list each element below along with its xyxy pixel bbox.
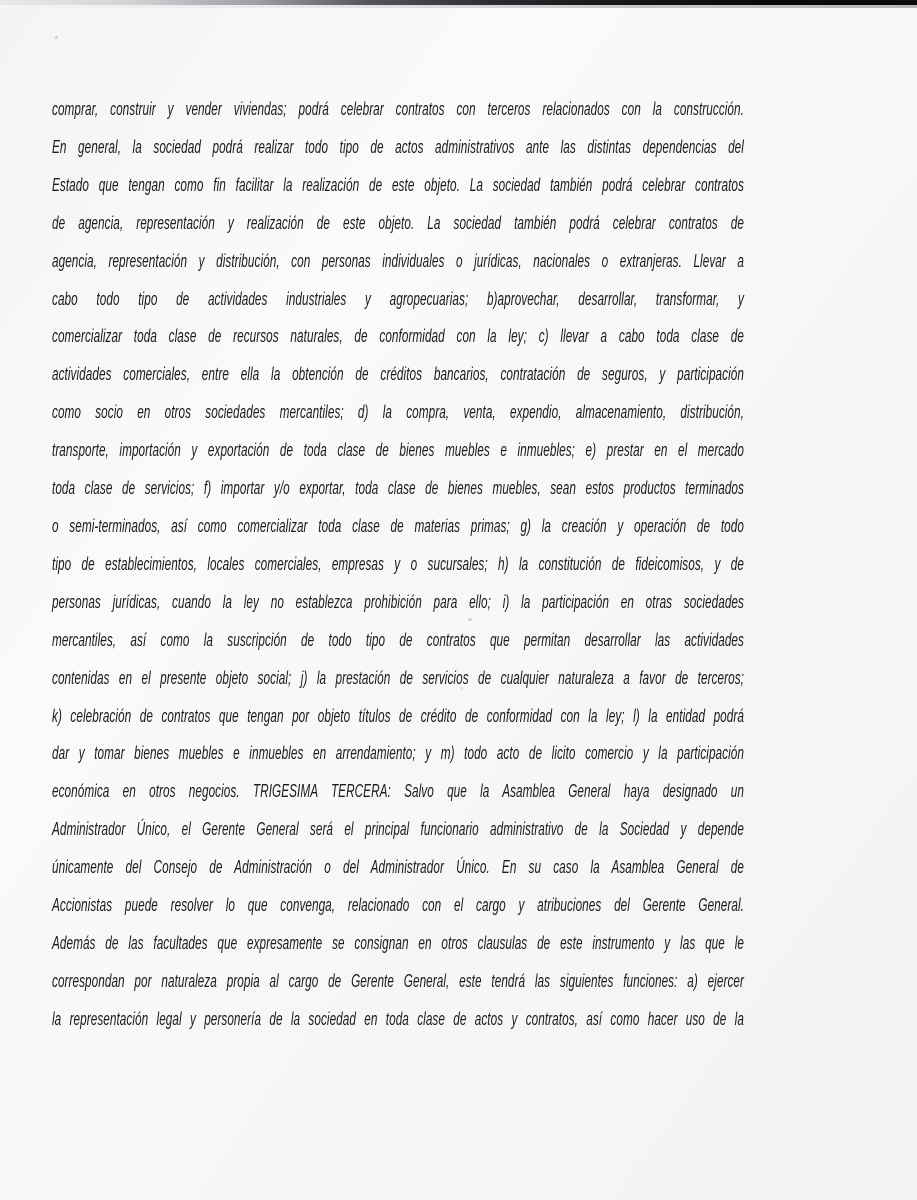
text-line: como socio en otros sociedades mercantiles; d) la compra, venta, expendio, almacenamiento, distribución, [52,402,744,423]
text-line: tipo de establecimientos, locales comerciales, empresas y o sucursales; h) la constitución de fideicomisos, y de [52,553,744,574]
text-line: la representación legal y personería de la sociedad en toda clase de actos y contratos, así como hacer uso de la [52,1008,744,1029]
text-line: actividades comerciales, entre ella la obtención de créditos bancarios, contratación de seguros, y participación [52,364,744,385]
text-line: transporte, importación y exportación de toda clase de bienes muebles e inmuebles; e) prestar en el mercado [52,440,744,461]
text-line: cabo todo tipo de actividades industriales y agropecuarias; b)aprovechar, desarrollar, transformar, y [52,288,744,309]
text-line: agencia, representación y distribución, con personas individuales o jurídicas, nacionales o extranjeras. Llevar a [52,250,744,271]
text-line: contenidas en el presente objeto social; j) la prestación de servicios de cualquier naturaleza a favor de terceros; [52,667,744,688]
text-line: o semi-terminados, así como comercializar toda clase de materias primas; g) la creación y operación de todo [52,515,744,536]
text-line: Accionistas puede resolver lo que convenga, relacionado con el cargo y atribuciones del Gerente General. [52,895,744,916]
text-line: dar y tomar bienes muebles e inmuebles en arrendamiento; y m) todo acto de licito comercio y la participación [52,743,744,764]
text-line: k) celebración de contratos que tengan por objeto títulos de crédito de conformidad con la ley; l) la entidad podrá [52,705,744,726]
text-line: En general, la sociedad podrá realizar todo tipo de actos administrativos ante las distintas dependencias del [52,136,744,157]
text-line: comercializar toda clase de recursos naturales, de conformidad con la ley; c) llevar a cabo toda clase de [52,326,744,347]
text-line: Además de las facultades que expresamente se consignan en otros clausulas de este instrumento y las que le [52,932,744,953]
text-line: mercantiles, así como la suscripción de todo tipo de contratos que permitan desarrollar las actividades [52,629,744,650]
text-line: comprar, construir y vender viviendas; podrá celebrar contratos con terceros relacionados con la construcción. [52,99,744,119]
document-text-block [52,91,744,1039]
text-line: Estado que tengan como fin facilitar la realización de este objeto. La sociedad también podrá celebrar contratos [52,174,744,195]
text-line: Administrador Único, el Gerente General será el principal funcionario administrativo de la Sociedad y depende [52,819,744,840]
scanner-edge-shadow [0,5,917,8]
scan-speck [55,36,58,39]
text-line: de agencia, representación y realización de este objeto. La sociedad también podrá celebrar contratos de [52,212,744,233]
text-line: personas jurídicas, cuando la ley no establezca prohibición para ello; i) la participación en otras sociedades [52,591,744,612]
text-line: correspondan por naturaleza propia al cargo de Gerente General, este tendrá las siguientes funciones: a) ejercer [52,970,744,991]
text-line: únicamente del Consejo de Administración o del Administrador Único. En su caso la Asamblea General de [52,857,744,878]
text-line: económica en otros negocios. TRIGESIMA TERCERA: Salvo que la Asamblea General haya designado un [52,781,744,802]
text-line: toda clase de servicios; f) importar y/o exportar, toda clase de bienes muebles, sean estos productos terminados [52,478,744,499]
